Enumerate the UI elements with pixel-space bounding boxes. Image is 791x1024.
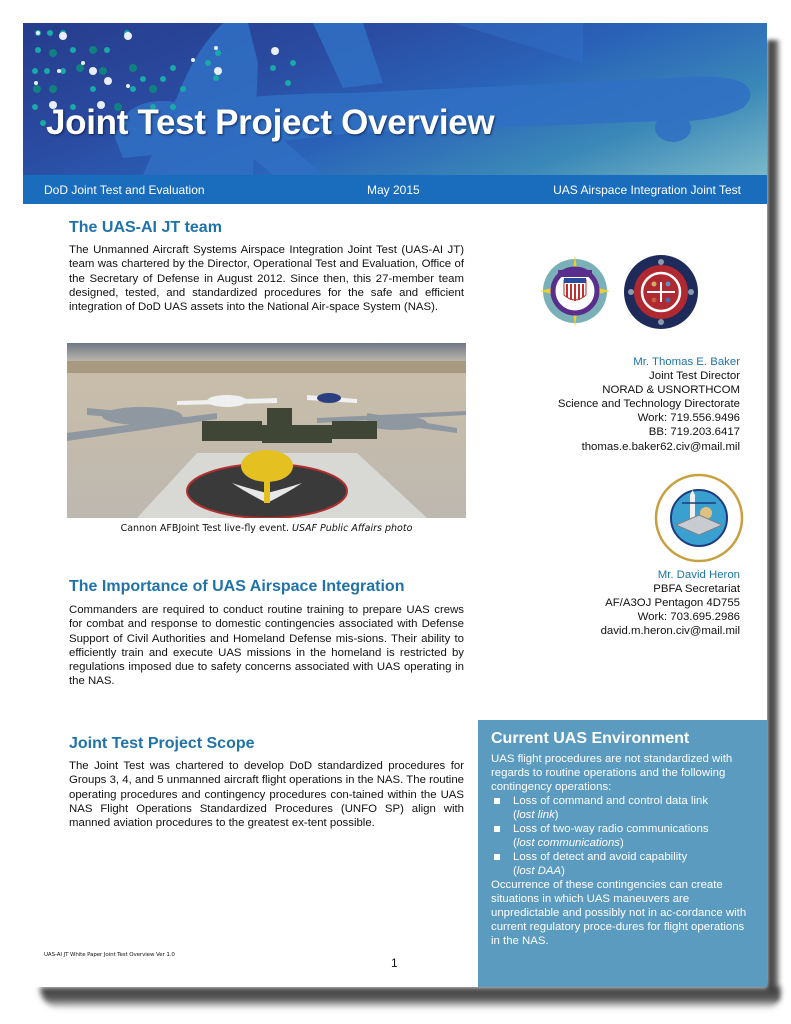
contact-title: Joint Test Director bbox=[649, 370, 740, 383]
contact-bb-phone: BB: 719.203.6417 bbox=[648, 426, 740, 439]
header-bar bbox=[23, 175, 767, 204]
pbfa-logo bbox=[654, 473, 744, 568]
document-page bbox=[23, 23, 767, 987]
sidebox-outro: Occurrence of these contingencies can create situations in which UAS maneuvers are unpredictable and possibly not in ac-cordance with current regulatory proce-dures for flight operations in the NAS. bbox=[491, 879, 747, 947]
importance-body: Commanders are required to conduct routine training to prepare UAS crews for combat and response to domestic contingencies associated with Defense Support of Civil Authorities and Homeland Defense mis-sions. Their ability to efficiently train and execute UAS missions in the homeland is restricted by regulations imposed due to safety concerns associated with UAS operating in the NAS. bbox=[69, 604, 464, 688]
header-bar-right: UAS Airspace Integration Joint Test bbox=[553, 183, 741, 197]
paren: ) bbox=[554, 809, 559, 821]
page-title: Joint Test Project Overview bbox=[46, 103, 495, 142]
bullet-term: lost communications bbox=[516, 837, 620, 849]
team-body: The Unmanned Aircraft Systems Airspace Integration Joint Test (UAS-AI JT) team was chartered by the Director, Operational Test and Evaluation, Office of the Secretary of Defense in August 2012. Since then, this 27-member team designed, tested, and standardized procedures for the safe and efficient integration of DoD UAS assets into the National Air-space System (NAS). bbox=[69, 244, 464, 314]
header-banner bbox=[23, 23, 767, 175]
contact-name: Mr. Thomas E. Baker bbox=[633, 356, 740, 368]
contact-heron bbox=[493, 568, 740, 638]
contact-title: PBFA Secretariat bbox=[653, 583, 740, 596]
paren: ( bbox=[513, 837, 517, 849]
contact-email[interactable]: david.m.heron.civ@mail.mil bbox=[600, 625, 740, 638]
banner-drone-graphic bbox=[23, 23, 767, 175]
bullet-term: lost DAA bbox=[516, 865, 562, 877]
paren: ( bbox=[513, 865, 517, 877]
contact-directorate: Science and Technology Directorate bbox=[557, 398, 740, 411]
list-item bbox=[491, 850, 756, 878]
header-bar-left: DoD Joint Test and Evaluation bbox=[44, 183, 205, 197]
team-heading: The UAS-AI JT team bbox=[69, 219, 222, 236]
importance-heading: The Importance of UAS Airspace Integration bbox=[69, 578, 405, 595]
contact-baker bbox=[493, 355, 740, 454]
live-fly-event-photo bbox=[67, 343, 466, 518]
bullet-icon bbox=[494, 854, 500, 860]
current-uas-environment-box bbox=[478, 720, 767, 987]
paren: ) bbox=[620, 837, 624, 849]
list-item bbox=[491, 822, 756, 850]
uas-ai-jt-logo bbox=[623, 254, 699, 335]
contact-email[interactable]: thomas.e.baker62.civ@mail.mil bbox=[581, 440, 740, 453]
header-bar-date: May 2015 bbox=[367, 183, 420, 197]
contact-work-phone: Work: 719.556.9496 bbox=[637, 412, 740, 425]
bullet-text: Loss of two-way radio communications bbox=[513, 823, 709, 835]
list-item bbox=[491, 794, 756, 822]
page-number: 1 bbox=[391, 956, 398, 970]
scope-body: The Joint Test was chartered to develop DoD standardized procedures for Groups 3, 4, and 5 unmanned aircraft flight operations in the NAS. The routine operating procedures and contingency procedures con-tained within the UAS NAS Flight Operations Standardized Procedures (UNFO SP) align with manned aviation procedures to the greatest ex-tent possible. bbox=[69, 760, 464, 830]
page-shadow-bottom bbox=[40, 987, 780, 1009]
paren: ) bbox=[561, 865, 565, 877]
jte-logo bbox=[538, 253, 612, 334]
contact-office: AF/A3OJ Pentagon 4D755 bbox=[605, 597, 740, 610]
paren: ( bbox=[513, 809, 517, 821]
sidebox-heading: Current UAS Environment bbox=[491, 730, 690, 747]
contact-org: NORAD & USNORTHCOM bbox=[602, 384, 740, 397]
bullet-icon bbox=[494, 826, 500, 832]
contact-name: Mr. David Heron bbox=[657, 569, 740, 581]
scope-heading: Joint Test Project Scope bbox=[69, 735, 255, 752]
photo-caption bbox=[67, 523, 466, 534]
footer-doc-id: UAS-AI JT White Paper Joint Test Overview Ver 1.0 bbox=[44, 952, 175, 958]
sidebox-intro: UAS flight procedures are not standardized with regards to routine operations and the following contingency operations: bbox=[491, 753, 733, 793]
bullet-term: lost link bbox=[516, 809, 555, 821]
caption-main: Cannon AFBJoint Test live-fly event. bbox=[120, 523, 293, 534]
bullet-text: Loss of detect and avoid capability bbox=[513, 851, 688, 863]
bullet-text: Loss of command and control data link bbox=[513, 795, 709, 807]
contact-work-phone: Work: 703.695.2986 bbox=[637, 611, 740, 624]
page-shadow-right bbox=[767, 40, 781, 1000]
caption-credit: USAF Public Affairs photo bbox=[292, 523, 413, 534]
bullet-icon bbox=[494, 798, 500, 804]
contingency-list bbox=[491, 794, 756, 878]
